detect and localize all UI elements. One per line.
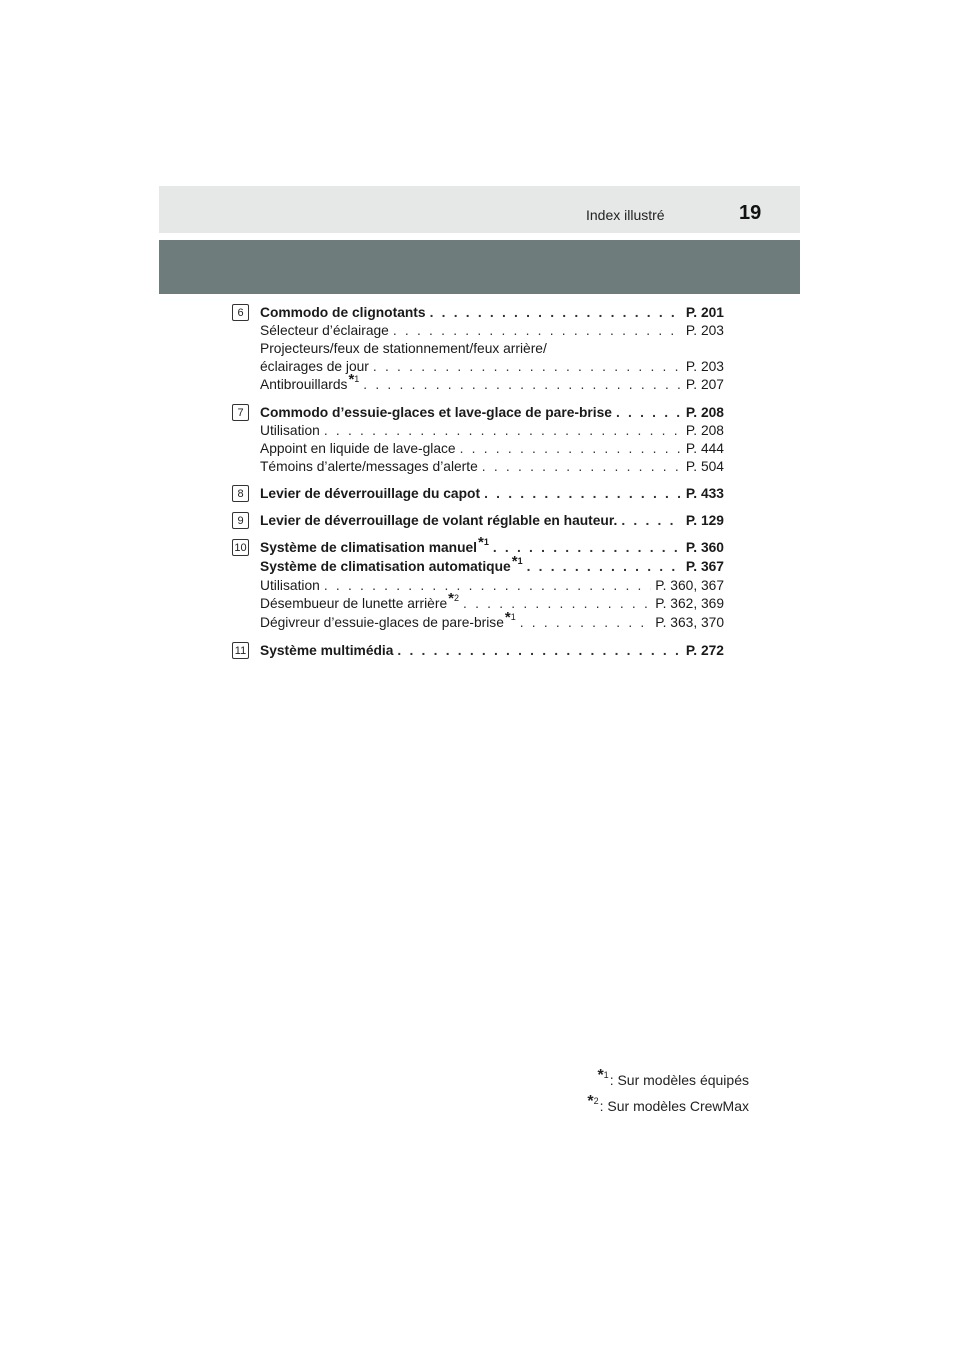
footnote-mark: 1: [603, 1070, 609, 1080]
footnote-asterisk: *: [348, 371, 355, 388]
page-number: 19: [739, 202, 762, 224]
dot-leader: [527, 558, 682, 576]
entry-label: [260, 304, 426, 322]
footnote-1: [587, 1068, 749, 1094]
item-number-badge: 6: [232, 304, 249, 321]
section-title: Index illustré: [586, 207, 665, 223]
entry-text: Désembueur de lunette arrière: [260, 596, 448, 611]
dot-leader: [621, 512, 682, 530]
entry-label: [260, 642, 393, 660]
entry-text: Témoins d’alerte/messages d’alerte: [260, 459, 478, 474]
page-ref-link[interactable]: P. 203: [685, 359, 724, 374]
header-banner: [159, 240, 800, 294]
footnote-ref: 1: [517, 556, 523, 566]
index-entry[interactable]: [260, 642, 724, 660]
dot-leader: [482, 458, 682, 476]
entry-label: [260, 512, 617, 530]
section-lines: [260, 512, 724, 530]
entry-text: Dégivreur d’essuie-glaces de pare-brise: [260, 615, 504, 630]
dot-leader: [520, 614, 651, 632]
entry-label: [260, 404, 612, 422]
footnotes: [587, 1068, 749, 1120]
dot-leader: [373, 358, 682, 376]
entry-text: Sélecteur d’éclairage: [260, 323, 389, 338]
item-number-badge: 10: [232, 539, 249, 556]
index-entry[interactable]: [260, 458, 724, 476]
index-entry[interactable]: [260, 485, 724, 503]
index-section-6: [232, 304, 724, 395]
dot-leader: [397, 642, 681, 660]
index-list: [232, 304, 724, 669]
dot-leader: [324, 422, 682, 440]
index-section-9: [232, 512, 724, 530]
entry-text: Système multimédia: [260, 643, 394, 658]
section-lines: [260, 534, 724, 633]
index-entry[interactable]: [260, 534, 724, 558]
index-section-10: [232, 534, 724, 633]
entry-text: Système de climatisation manuel: [260, 540, 477, 555]
footnote-asterisk: *: [587, 1093, 594, 1110]
page-ref-link[interactable]: P. 208: [685, 405, 724, 420]
section-lines: [260, 404, 724, 476]
entry-label: [260, 340, 547, 358]
section-lines: [260, 304, 724, 395]
entry-text: Utilisation: [260, 578, 320, 593]
dot-leader: [616, 404, 682, 422]
page-ref-link[interactable]: P. 203: [685, 323, 724, 338]
page-ref-link[interactable]: P. 433: [685, 486, 724, 501]
entry-text: Levier de déverrouillage de volant réglable en hauteur.: [260, 513, 618, 528]
dot-leader: [493, 539, 682, 557]
index-section-7: [232, 404, 724, 476]
section-lines: [260, 485, 724, 503]
footnote-asterisk: *: [597, 1067, 604, 1084]
dot-leader: [430, 304, 682, 322]
footnote-asterisk: *: [478, 534, 484, 551]
entry-label: [260, 534, 489, 558]
index-entry[interactable]: [260, 304, 724, 322]
entry-text: Projecteurs/feux de stationnement/feux arrière/: [260, 341, 547, 356]
page-ref-link[interactable]: P. 360, 367: [655, 578, 724, 593]
entry-label: [260, 440, 456, 458]
page-ref-link[interactable]: P. 207: [685, 377, 724, 392]
dot-leader: [484, 485, 682, 503]
index-entry[interactable]: [260, 553, 724, 577]
entry-label: [260, 590, 459, 614]
footnote-asterisk: *: [448, 590, 454, 607]
page-ref-link[interactable]: P. 208: [685, 423, 724, 438]
entry-text: éclairages de jour: [260, 359, 369, 374]
footnote-ref: 1: [483, 537, 489, 547]
entry-label: [260, 609, 516, 633]
index-entry[interactable]: [260, 404, 724, 422]
entry-label: [260, 485, 480, 503]
index-entry[interactable]: [260, 609, 724, 633]
page-ref-link[interactable]: P. 444: [685, 441, 724, 456]
index-entry[interactable]: [260, 590, 724, 614]
page-ref-link[interactable]: P. 201: [685, 305, 724, 320]
entry-text: Levier de déverrouillage du capot: [260, 486, 481, 501]
entry-text: Système de climatisation automatique: [260, 559, 511, 574]
entry-label: [260, 422, 320, 440]
index-entry[interactable]: [260, 371, 724, 395]
page-ref-link[interactable]: P. 360: [685, 540, 724, 555]
entry-text: Utilisation: [260, 423, 320, 438]
index-entry[interactable]: [260, 422, 724, 440]
page-ref-link[interactable]: P. 363, 370: [655, 615, 724, 630]
dot-leader: [324, 577, 651, 595]
index-entry[interactable]: [260, 322, 724, 340]
item-number-badge: 11: [232, 642, 249, 659]
entry-text: Antibrouillards: [260, 377, 348, 392]
index-entry[interactable]: [260, 440, 724, 458]
footnote-2: [587, 1094, 749, 1120]
item-number-badge: 9: [232, 512, 249, 529]
footnote-asterisk: *: [504, 609, 511, 626]
index-section-11: [232, 642, 724, 660]
page-ref-link[interactable]: P. 129: [685, 513, 724, 528]
footnote-ref: 1: [510, 612, 516, 622]
entry-text: Appoint en liquide de lave-glace: [260, 441, 456, 456]
entry-text: Commodo de clignotants: [260, 305, 426, 320]
index-entry[interactable]: [260, 512, 724, 530]
footnote-asterisk: *: [511, 553, 518, 570]
page-ref-link[interactable]: P. 362, 369: [655, 596, 724, 611]
footnote-text: : Sur modèles équipés: [609, 1072, 749, 1088]
dot-leader: [460, 440, 682, 458]
page-ref-link[interactable]: P. 504: [685, 459, 724, 474]
page-ref-link[interactable]: P. 272: [685, 643, 724, 658]
entry-label: [260, 458, 478, 476]
index-entry[interactable]: [260, 577, 724, 595]
dot-leader: [363, 376, 682, 394]
section-lines: [260, 642, 724, 660]
index-entry[interactable]: [260, 358, 724, 376]
entry-label: [260, 322, 389, 340]
item-number-badge: 8: [232, 485, 249, 502]
footnote-ref: 1: [354, 374, 360, 384]
entry-text: Commodo d’essuie-glaces et lave-glace de pare-brise: [260, 405, 612, 420]
dot-leader: [463, 595, 651, 613]
index-section-8: [232, 485, 724, 503]
footnote-mark: 2: [593, 1096, 599, 1106]
entry-label: [260, 553, 523, 577]
page-ref-link[interactable]: P. 367: [685, 559, 724, 574]
dot-leader: [393, 322, 682, 340]
page-header: [159, 186, 800, 233]
entry-label: [260, 371, 360, 395]
footnote-ref: 2: [453, 593, 459, 603]
item-number-badge: 7: [232, 404, 249, 421]
index-entry-text: [260, 340, 724, 358]
footnote-text: : Sur modèles CrewMax: [599, 1098, 749, 1114]
entry-label: [260, 577, 320, 595]
